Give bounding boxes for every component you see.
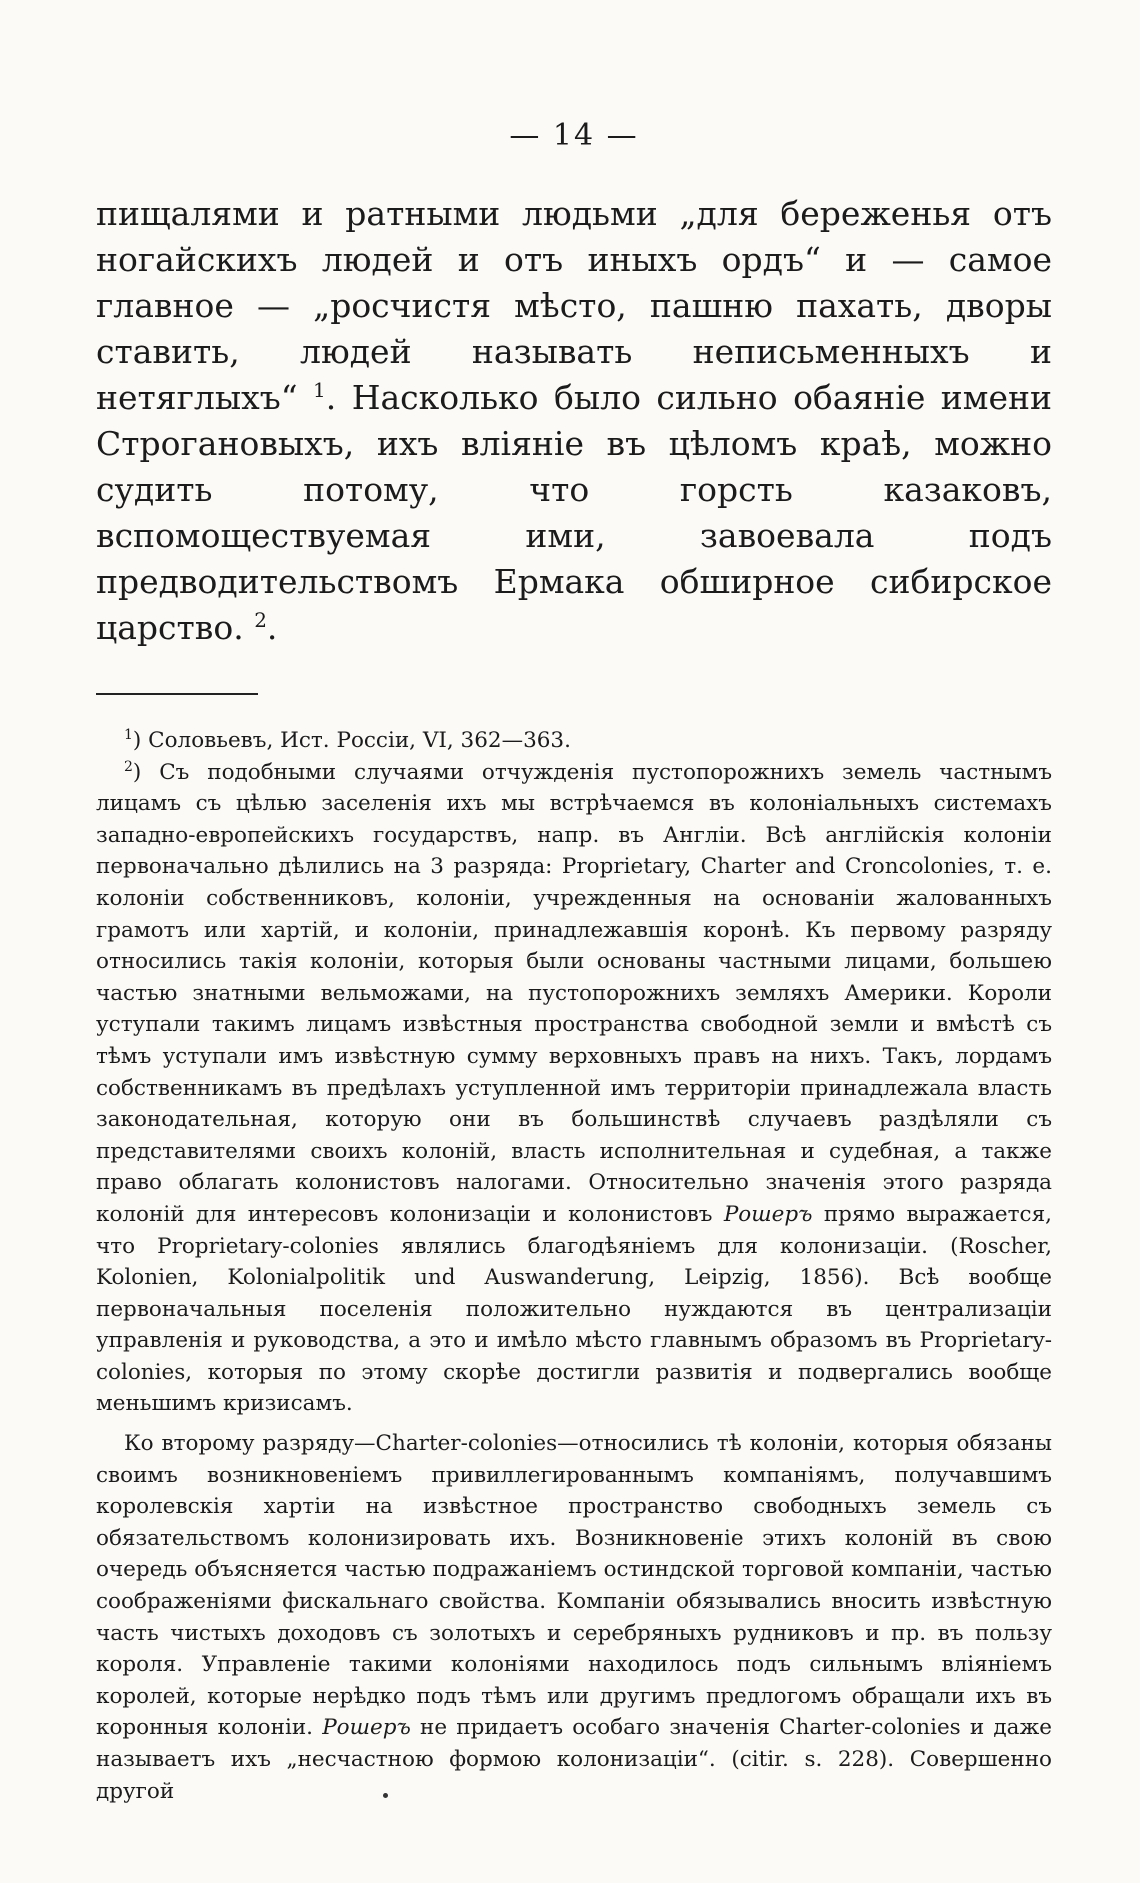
footnote-1-text: ) Соловьевъ, Ист. Россіи, VI, 362—363. [132, 728, 571, 753]
footnote-2-para2-text-a: Ко второму разряду—Charter-colonies—относились тѣ колоніи, которыя обязаны своимъ возникновеніемъ привиллегированнымъ компаніямъ, получавшимъ королевскія хартіи на извѣстное пространство свободныхъ земель съ обязательствомъ колонизировать ихъ. Возникновеніе этихъ колоній въ свою очередь объясняется частью подражаніемъ остиндской торговой компаніи, частью соображеніями фискальнаго свойства. Компаніи обязывались вносить извѣстную часть чистыхъ доходовъ съ золотыхъ и серебряныхъ рудниковъ и пр. въ пользу короля. Управленіе такими колоніями находилось подъ сильнымъ вліяніемъ королей, которые нерѣдко подъ тѣмъ или другимъ предлогомъ обращали ихъ въ коронныя колоніи. [96, 1431, 1052, 1741]
footnote-ref-2[interactable]: 2 [254, 608, 267, 632]
footnote-divider [96, 693, 258, 695]
footnote-2-continuation [96, 1428, 1052, 1807]
footnote-ref-1[interactable]: 1 [313, 378, 326, 402]
footnote-2-text-b: прямо выражается, что Proprietary-colonies являлись благодѣяніемъ для колонизаціи. (Roscher, Kolonien, Kolonialpolitik und Auswanderung, Leipzig, 1856). Всѣ вообще первоначальныя поселенія положительно нуждаются въ централизаціи управленія и руководства, а это и имѣло мѣсто главнымъ образомъ въ Proprietary-colonies, которыя по этому скорѣе достигли развитія и подвергались вообще меньшимъ кризисамъ. [96, 1201, 1052, 1417]
main-paragraph [96, 191, 1052, 651]
footnote-2-para2-text-b: не придаетъ особаго значенія Charter-colonies и даже называетъ ихъ „несчастною формою колонизаціи“. (citir. s. 228). Совершенно другой [96, 1715, 1052, 1804]
footnote-2 [96, 757, 1052, 1420]
main-text [96, 191, 1052, 651]
main-text-part-3: . [266, 608, 278, 647]
main-text-part-2: . Насколько было сильно обаяніе имени Строгановыхъ, ихъ вліяніе въ цѣломъ краѣ, можно судить потому, что горсть казаковъ, вспомоществуемая ими, завоевала подъ предводительствомъ Ермака обширное сибирское царство. [96, 378, 1052, 647]
main-text-part-1: пищалями и ратными людьми „для береженья отъ ногайскихъ людей и отъ иныхъ ордъ“ и — самое главное — „росчистя мѣсто, пашню пахать, дворы ставить, людей называть неписьменныхъ и нетяглыхъ“ [96, 194, 1052, 417]
roscher-name-1: Рошеръ [723, 1201, 813, 1227]
roscher-name-2: Рошеръ [322, 1715, 411, 1741]
footnote-1 [96, 725, 1052, 757]
print-speck [383, 1793, 388, 1798]
footnote-2-mark: 2 [124, 758, 133, 775]
book-page [96, 118, 1052, 1807]
footnotes [96, 725, 1052, 1807]
footnote-2-text-a: ) Съ подобными случаями отчужденія пустопорожнихъ земель частнымъ лицамъ съ цѣлью заселенія ихъ мы встрѣчаемся въ колоніальныхъ системахъ западно-европейскихъ государствъ, напр. въ Англіи. Всѣ англійскія колоніи первоначально дѣлились на 3 разряда: Proprietary, Charter and Croncolonies, т. е. колоніи собственниковъ, колоніи, учрежденныя на основаніи жалованныхъ грамотъ или хартій, и колоніи, принадлежавшія коронѣ. Къ первому разряду относились такія колоніи, которыя были основаны частными лицами, большею частью знатными вельможами, на пустопорожнихъ земляхъ Америки. Короли уступали такимъ лицамъ извѣстныя пространства свободной земли и вмѣстѣ съ тѣмъ уступали имъ извѣстную сумму верховныхъ правъ на нихъ. Такъ, лордамъ собственникамъ въ предѣлахъ уступленной имъ территоріи принадлежала власть законодательная, которую они въ большинствѣ случаевъ раздѣляли съ представителями своихъ колоній, власть исполнительная и судебная, а также право облагать колонистовъ налогами. Относительно значенія этого разряда колоній для интересовъ колонизаціи и колонистовъ [96, 759, 1052, 1227]
page-number: — 14 — [509, 118, 639, 153]
footnote-1-mark: 1 [124, 726, 133, 743]
